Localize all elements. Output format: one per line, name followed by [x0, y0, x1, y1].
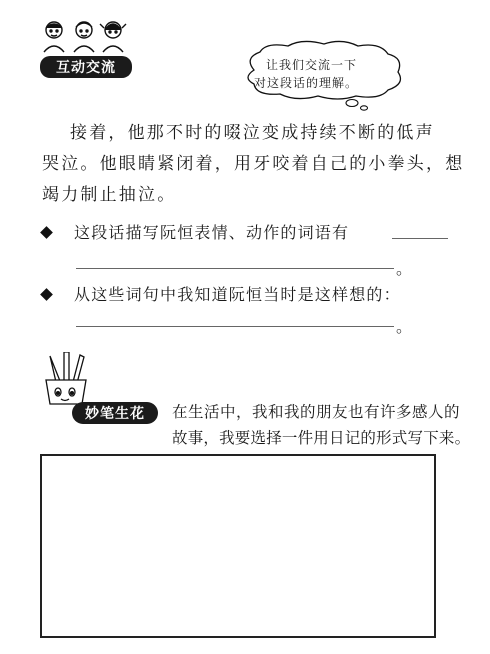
- passage-line-3: 竭力制止抽泣。: [42, 185, 177, 205]
- diary-writing-area[interactable]: [40, 454, 436, 638]
- section-badge-interaction: 互动交流: [40, 56, 132, 78]
- writing-prompt-line-1: 在生活中，我和我的朋友也有许多感人的: [172, 403, 461, 421]
- bullet-icon: [40, 226, 53, 239]
- thought-bubble-line2: 对这段话的理解。: [254, 76, 359, 90]
- pen-holder-icon: [40, 352, 92, 406]
- writing-prompt-line-2: 故事，我要选择一件用日记的形式写下来。: [172, 429, 471, 447]
- passage-line-2: 哭泣。他眼睛紧闭着，用牙咬着自己的小拳头，想: [42, 154, 465, 174]
- question-1-text: 这段话描写阮恒表情、动作的词语有: [74, 223, 350, 242]
- question-2-text: 从这些词句中我知道阮恒当时是这样想的：: [74, 285, 401, 304]
- kids-illustration: [40, 18, 128, 54]
- bullet-icon: [40, 288, 53, 301]
- section-badge-writing: 妙笔生花: [72, 402, 158, 424]
- answer-blank-2[interactable]: [76, 326, 394, 327]
- thought-bubble-line1: 让我们交流一下: [266, 58, 358, 72]
- question-1-end: 。: [396, 259, 414, 278]
- answer-blank-1b[interactable]: [76, 268, 394, 269]
- answer-blank-1a[interactable]: [392, 238, 448, 239]
- question-2-end: 。: [396, 317, 414, 336]
- passage-line-1: 接着，他那不时的啜泣变成持续不断的低声: [70, 123, 435, 143]
